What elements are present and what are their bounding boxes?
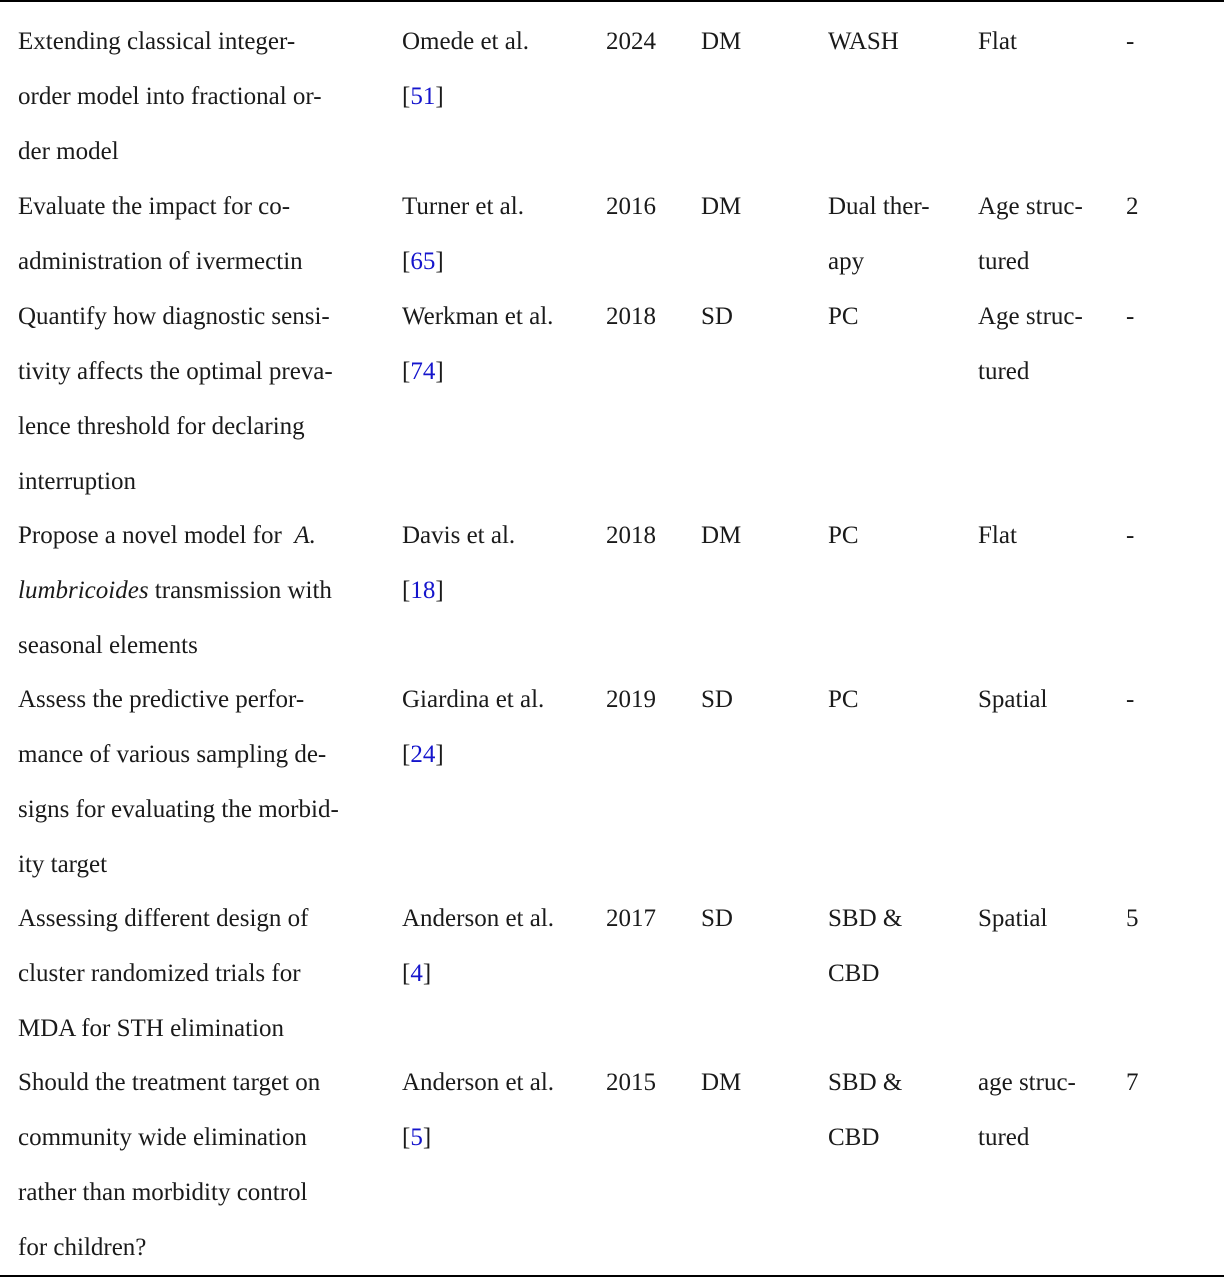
row-structure: Spatial <box>978 686 1048 713</box>
row-model-type: SD <box>701 303 733 330</box>
row-model-type: SD <box>701 905 733 932</box>
row-structure: age struc- tured <box>978 1069 1076 1151</box>
row-structure: Spatial <box>978 905 1048 932</box>
row-description: Should the treatment target on community wide elimination rather than morbidity control for children? <box>18 1069 321 1261</box>
row-structure: Flat <box>978 28 1017 55</box>
table-bottom-rule <box>0 1275 1224 1277</box>
row-year: 2015 <box>606 1069 656 1096</box>
row-intervention: Dual ther- apy <box>828 193 930 275</box>
row-year: 2024 <box>606 28 656 55</box>
row-author: Giardina et al. [24] <box>402 686 545 768</box>
table-row <box>0 289 1224 508</box>
row-count: - <box>1126 28 1135 55</box>
row-description: Propose a novel model for A. lumbricoides transmission with seasonal elements <box>18 522 332 659</box>
row-structure: Age struc- tured <box>978 303 1083 385</box>
row-description: Quantify how diagnostic sensi- tivity affects the optimal preva- lence threshold for declaring interruption <box>18 303 333 495</box>
row-intervention: SBD & CBD <box>828 1069 903 1151</box>
row-intervention: PC <box>828 686 859 713</box>
row-year: 2018 <box>606 522 656 549</box>
row-intervention: WASH <box>828 28 899 55</box>
table-row <box>0 179 1224 289</box>
citation-link[interactable]: 5 <box>410 1124 423 1151</box>
row-author: Anderson et al. [5] <box>402 1069 555 1151</box>
table-row <box>0 891 1224 1056</box>
citation-link[interactable]: 24 <box>410 741 436 768</box>
table-row <box>0 508 1224 673</box>
citation-link[interactable]: 4 <box>410 960 423 987</box>
row-model-type: DM <box>701 1069 742 1096</box>
row-author: Werkman et al. [74] <box>402 303 554 385</box>
row-structure: Flat <box>978 522 1017 549</box>
row-author: Turner et al. [65] <box>402 193 524 275</box>
row-author: Davis et al. [18] <box>402 522 516 604</box>
row-description: Evaluate the impact for co- administration of ivermectin <box>18 193 303 275</box>
row-author: Omede et al. [51] <box>402 28 530 110</box>
row-count: 7 <box>1126 1069 1139 1096</box>
row-year: 2017 <box>606 905 656 932</box>
row-intervention: SBD & CBD <box>828 905 903 987</box>
citation-link[interactable]: 74 <box>410 358 436 385</box>
table-row <box>0 14 1224 179</box>
row-year: 2018 <box>606 303 656 330</box>
table-row <box>0 1055 1224 1274</box>
table-top-rule <box>0 0 1224 2</box>
row-description: Extending classical integer- order model into fractional or- der model <box>18 28 322 165</box>
row-author: Anderson et al. [4] <box>402 905 555 987</box>
row-year: 2019 <box>606 686 656 713</box>
row-structure: Age struc- tured <box>978 193 1083 275</box>
row-intervention: PC <box>828 303 859 330</box>
row-count: 5 <box>1126 905 1139 932</box>
row-description: Assess the predictive perfor- mance of various sampling de- signs for evaluating the morbid- ity target <box>18 686 339 878</box>
table-row <box>0 672 1224 891</box>
row-count: - <box>1126 303 1135 330</box>
row-model-type: DM <box>701 28 742 55</box>
row-intervention: PC <box>828 522 859 549</box>
citation-link[interactable]: 18 <box>410 577 436 604</box>
row-model-type: DM <box>701 193 742 220</box>
row-count: 2 <box>1126 193 1139 220</box>
row-count: - <box>1126 686 1135 713</box>
row-description: Assessing different design of cluster randomized trials for MDA for STH elimination <box>18 905 309 1042</box>
row-model-type: SD <box>701 686 733 713</box>
citation-link[interactable]: 51 <box>410 83 436 110</box>
citation-link[interactable]: 65 <box>410 248 436 275</box>
row-year: 2016 <box>606 193 656 220</box>
row-model-type: DM <box>701 522 742 549</box>
row-count: - <box>1126 522 1135 549</box>
